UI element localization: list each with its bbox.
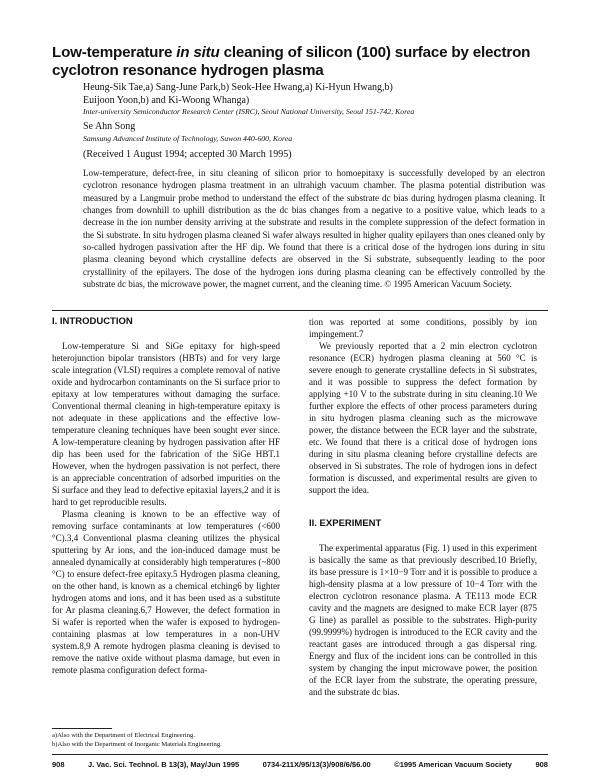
intro-paragraph-3: We previously reported that a 2 min electron cyclotron resonance (ECR) hydrogen plasma cleaning at 560 °C is severe enough to generate crystalline defects in Si substrates, and it was possible to suppress the defect formation by applying +10 V to the substrate during in situ cleaning.10 We further explore the effects of other process parameters during in situ hydrogen plasma cleaning such as the microwave power, the distance between the ECR layer and the substrate, etc. We found that there is a critical dose of hydrogen ions during in situ plasma cleaning before crystalline defects are observed in Si substrates. The role of hydrogen ions in defect formation is discussed, and experimental results are given to support the idea. bbox=[309, 341, 537, 496]
authors-line-2: Euijoon Yoon,b) and Ki-Woong Whanga) bbox=[83, 94, 250, 106]
footnote-b: b)Also with the Department of Inorganic Materials Engineering. bbox=[52, 741, 222, 748]
intro-paragraph-2: Plasma cleaning is known to be an effective way of removing surface contaminants at low temperatures (<600 °C).3,4 Conventional plasma cleaning utilizes the physical sputtering by Ar ions, and the ion-induced damage must be annealed dynamically at considerably high temperatures (~800 °C) to ensure defect-free epitaxy.5 Hydrogen plasma cleaning, on the other hand, is known as a chemical etching6 by lighter hydrogen atoms and ions, and it has been used as a substitute for Ar plasma cleaning.6,7 However, the defect formation in Si wafer is reported when the wafer is exposed to hydrogen-containing plasmas at low temperatures in a non-UHV system.8,9 A remote hydrogen plasma cleaning is devised to remove the native oxide without plasma damage, but even in remote plasma configuration defect forma- bbox=[52, 509, 280, 676]
intro-continued: tion was reported at some conditions, possibly by ion impingement.7 bbox=[309, 317, 537, 340]
authors-line-1: Heung-Sik Tae,a) Sang-June Park,b) Seok-Hee Hwang,a) Ki-Hyun Hwang,b) bbox=[83, 82, 393, 93]
left-column bbox=[52, 316, 280, 676]
page-number-right: 908 bbox=[535, 760, 548, 769]
section-divider bbox=[52, 310, 548, 311]
section-heading-experiment: II. EXPERIMENT bbox=[309, 518, 382, 530]
footnote-a: a)Also with the Department of Electrical Engineering. bbox=[52, 732, 195, 739]
author-block-2 bbox=[83, 121, 553, 144]
received-dates: (Received 1 August 1994; accepted 30 March 1995) bbox=[83, 149, 292, 160]
page-footer bbox=[52, 760, 548, 769]
affiliation-1: Inter-university Semiconductor Research Center (ISRC), Seoul National University, Seoul 151-742, Korea bbox=[83, 107, 415, 116]
section-heading-introduction: I. INTRODUCTION bbox=[52, 316, 133, 327]
intro-paragraph-1: Low-temperature Si and SiGe epitaxy for high-speed heterojunction bipolar transistors (HBTs) and for very large scale integration (VLSI) requires a complete removal of native oxide and hydrocarbon contaminants on the Si surface prior to epitaxy at low temperatures without damaging the surface. Conventional thermal cleaning in high-temperature epitaxy is not adequate in these applications and the effective low-temperature cleaning techniques have been sought ever since. A low-temperature cleaning by hydrogen passivation after HF dip has been used for the fabrication of the SiGe HBT.1 However, when the hydrogen passivation is not perfect, there is an appreciable concentration of adsorbed impurities on the Si surface and they lead to defective epitaxial layers,2 and it is hard to get reproducible results. bbox=[52, 341, 280, 508]
journal-citation: J. Vac. Sci. Technol. B 13(3), May/Jun 1995 bbox=[88, 760, 240, 769]
affiliation-2: Samsung Advanced Institute of Technology, Suwon 440-600, Korea bbox=[83, 133, 293, 143]
author-2-name: Se Ahn Song bbox=[83, 121, 136, 132]
footnote-divider bbox=[52, 728, 112, 729]
article-code: 0734-211X/95/13(3)/908/6/$6.00 bbox=[262, 760, 371, 769]
experiment-paragraph-1: The experimental apparatus (Fig. 1) used in this experiment is basically the same as that previously described.10 Briefly, its base pressure is 1×10−9 Torr and it is possible to produce a high-density plasma at a low pressure of 10−4 Torr with the electron cyclotron resonance plasma. A TE113 mode ECR cavity and the magnets are designed to make ECR layer (875 G line) as parallel as possible to the substrates. High-purity (99.9999%) hydrogen is introduced to the ECR cavity and the reactant gases are introduced through a gas dispersal ring. Energy and flux of the incident ions can be controlled in this system by changing the input microwave power, the position of the ECR layer from the substrate, the operating pressure, and the substrate dc bias. bbox=[309, 543, 537, 698]
paper-title: Low-temperature in situ cleaning of silicon (100) surface by electron cyclotron resonance hydrogen plasma bbox=[52, 44, 531, 79]
page-number-left: 908 bbox=[52, 760, 65, 769]
footer-divider bbox=[52, 754, 548, 755]
author-block bbox=[83, 82, 553, 117]
copyright-notice: ©1995 American Vacuum Society bbox=[394, 760, 512, 769]
right-column bbox=[309, 316, 537, 698]
abstract: Low-temperature, defect-free, in situ cleaning of silicon prior to homoepitaxy is successfully developed by an electron cyclotron resonance hydrogen plasma treatment in an ultrahigh vacuum chamber. The plasma potential distribution was measured by a Langmuir probe method to understand the effect of the substrate dc bias during hydrogen plasma cleaning. It changes from downhill to uphill distribution as the dc bias changes from a negative to a positive value, which leads to a decrease in the ion number density arriving at the substrate and results in the complete suppression of the defect formation in the Si substrate. In situ hydrogen plasma cleaned Si wafer always resulted in higher quality epilayers than ones cleaned only by so-called hydrogen passivation after the HF dip. We found that there is a critical dose of the hydrogen ions during in situ plasma cleaning beyond which crystalline defects are observed in the Si substrate, subsequently leading to the poor crystallinity of the epilayers. The dose of the hydrogen ions during plasma cleaning can be effectively controlled by the substrate dc bias, the microwave power, the magnet current, and the cleaning time. © 1995 American Vacuum Society. bbox=[83, 168, 545, 290]
footnotes bbox=[52, 731, 292, 749]
